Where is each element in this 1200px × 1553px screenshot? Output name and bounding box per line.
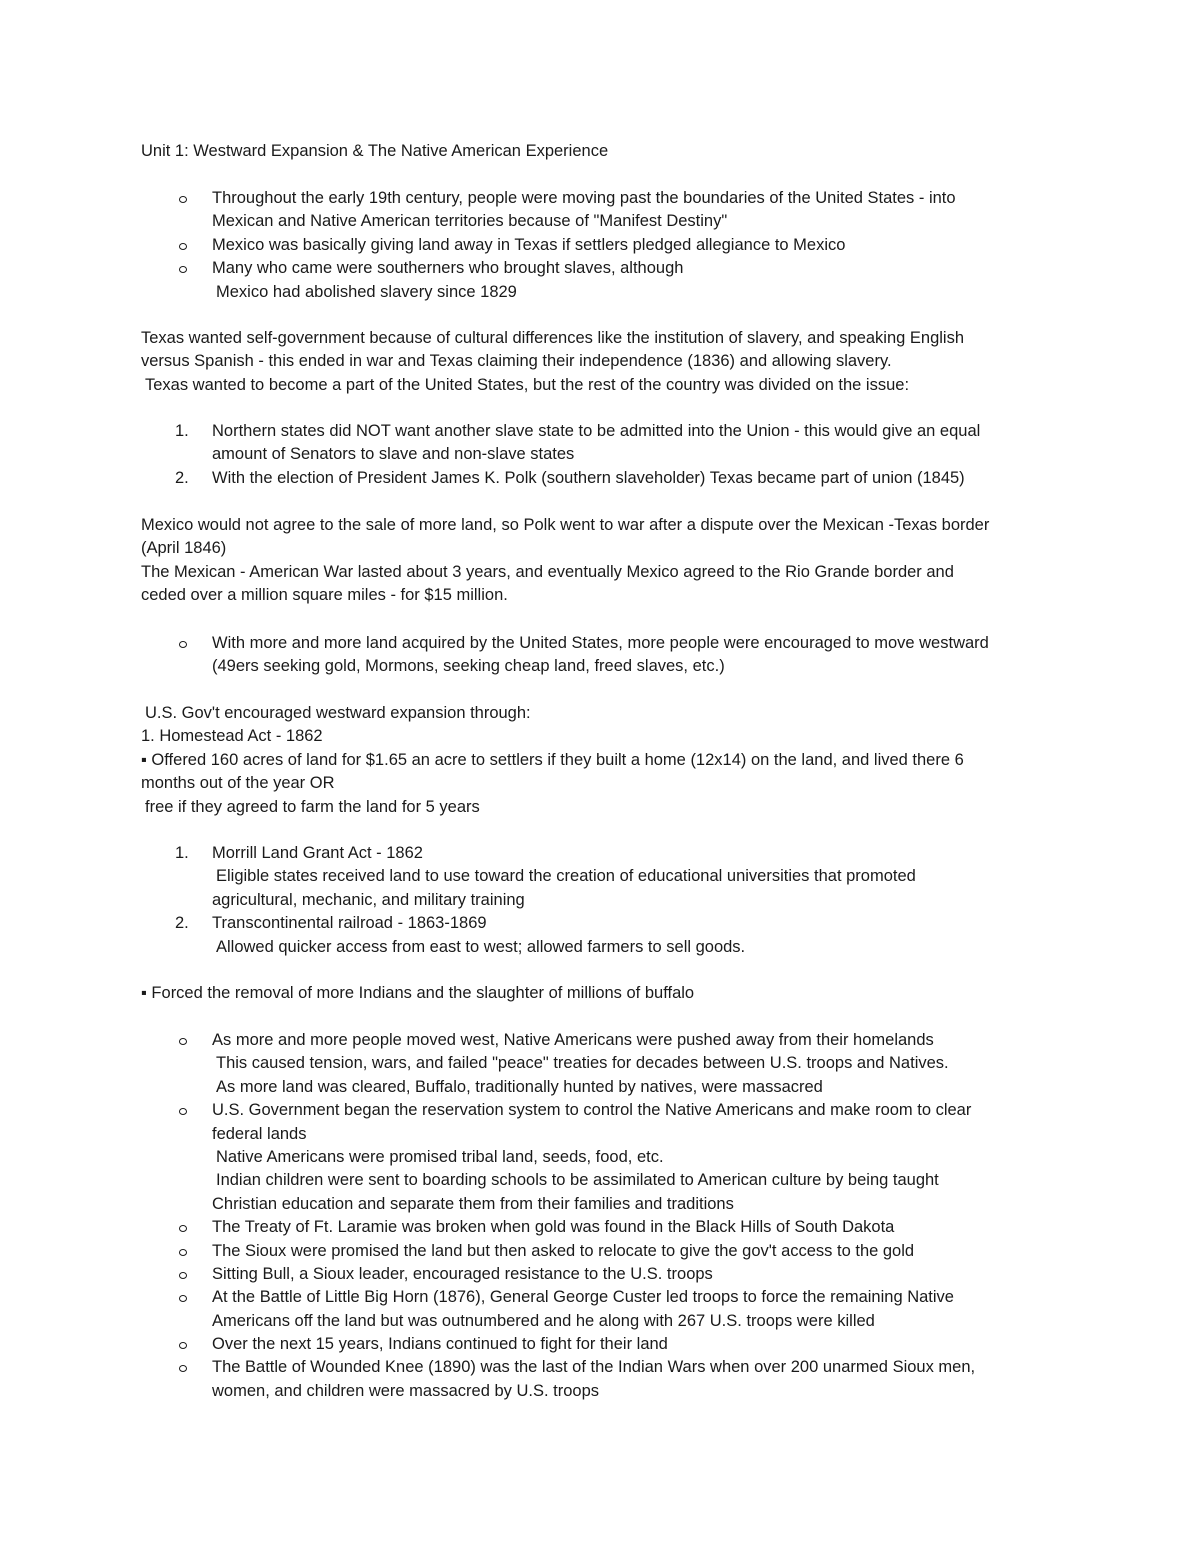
list-item (141, 1029, 1071, 1099)
list-item (141, 467, 1071, 490)
list-item-text: Mexican and Native American territories because of "Manifest Destiny" (212, 212, 728, 231)
list-item-text: Indian children were sent to boarding schools to be assimilated to American culture by being taught (216, 1171, 939, 1190)
list-item-text: The Sioux were promised the land but then asked to relocate to give the gov't access to the gold (212, 1241, 915, 1260)
paragraph-line: The Mexican - American War lasted about 3 years, and eventually Mexico agreed to the Rio Grande border and (141, 562, 954, 581)
paragraph-line: (April 1846) (141, 539, 227, 558)
list-item-text: This caused tension, wars, and failed "peace" treaties for decades between U.S. troops and Natives. (216, 1054, 949, 1073)
paragraph-mexican-war (141, 514, 1071, 608)
list-item-text: Christian education and separate them from their families and traditions (212, 1194, 734, 1213)
list-item-text: At the Battle of Little Big Horn (1876), General George Custer led troops to force the remaining Native (212, 1288, 954, 1307)
list-number: 1. (175, 422, 189, 440)
paragraph-line: U.S. Gov't encouraged westward expansion through: (145, 704, 531, 722)
list-item (141, 1333, 1071, 1356)
list-item-text: As more and more people moved west, Native Americans were pushed away from their homelands (212, 1031, 934, 1049)
paragraph-forced-removal (141, 982, 1071, 1005)
list-item-text: Native Americans were promised tribal land, seeds, food, etc. (216, 1147, 664, 1166)
paragraph-line: free if they agreed to farm the land for 5 years (145, 797, 480, 816)
list-item-text: With the election of President James K. Polk (southern slaveholder) Texas became part of union (1845) (212, 468, 965, 487)
list-item-text: Sitting Bull, a Sioux leader, encouraged resistance to the U.S. troops (212, 1264, 713, 1283)
list-item-text: amount of Senators to slave and non-slave states (212, 445, 575, 464)
list-item-text: women, and children were massacred by U.S. troops (212, 1381, 600, 1400)
list-item-text: U.S. Government began the reservation system to control the Native Americans and make room to clear (212, 1101, 972, 1120)
paragraph-homestead (141, 702, 1071, 819)
list-item (141, 187, 1071, 234)
numbered-list-texas-admission (141, 420, 1071, 490)
list-number: 2. (175, 468, 189, 487)
list-item-text: (49ers seeking gold, Mormons, seeking cheap land, freed slaves, etc.) (212, 657, 725, 676)
circle-bullet-icon (179, 266, 187, 273)
list-item-text: As more land was cleared, Buffalo, traditionally hunted by natives, were massacred (216, 1077, 823, 1096)
list-item-text: Throughout the early 19th century, people were moving past the boundaries of the United States - into (212, 189, 956, 207)
list-number: 1. (175, 844, 189, 862)
list-item-text: The Treaty of Ft. Laramie was broken when gold was found in the Black Hills of South Dakota (212, 1218, 895, 1237)
paragraph-line: ceded over a million square miles - for $15 million. (141, 586, 508, 605)
circle-bullet-icon (179, 1225, 187, 1232)
bullet-list-manifest-destiny (141, 187, 1071, 304)
document-title: Unit 1: Westward Expansion & The Native American Experience (141, 142, 609, 160)
list-item-text: Mexico had abolished slavery since 1829 (216, 282, 517, 301)
list-item (141, 1263, 1071, 1286)
numbered-list-acts (141, 842, 1071, 959)
circle-bullet-icon (179, 1108, 187, 1115)
list-item (141, 632, 1071, 679)
circle-bullet-icon (179, 196, 187, 203)
circle-bullet-icon (179, 1249, 187, 1256)
list-item (141, 1240, 1071, 1263)
list-item-text: Allowed quicker access from east to west; allowed farmers to sell goods. (216, 937, 746, 956)
list-item-text: Eligible states received land to use toward the creation of educational universities that promoted (216, 867, 916, 886)
circle-bullet-icon (179, 1342, 187, 1349)
circle-bullet-icon (179, 641, 187, 648)
list-item (141, 1356, 1071, 1403)
list-item (141, 842, 1071, 912)
list-item (141, 420, 1071, 467)
list-item (141, 1286, 1071, 1333)
paragraph-line: Texas wanted self-government because of cultural differences like the institution of slavery, and speaking English (141, 329, 965, 347)
paragraph-line: Texas wanted to become a part of the United States, but the rest of the country was divided on the issue: (145, 375, 910, 394)
paragraph-line: versus Spanish - this ended in war and Texas claiming their independence (1836) and allowing slavery. (141, 352, 892, 371)
list-item-text: Over the next 15 years, Indians continued to fight for their land (212, 1335, 668, 1354)
paragraph-line: months out of the year OR (141, 774, 335, 793)
list-number: 2. (175, 914, 189, 933)
list-item (141, 912, 1071, 959)
list-item (141, 257, 1071, 304)
list-item-text: Many who came were southerners who brought slaves, although (212, 259, 684, 278)
list-item-text: Transcontinental railroad - 1863-1869 (212, 914, 487, 933)
list-item-text: agricultural, mechanic, and military training (212, 890, 525, 909)
paragraph-line: Mexico would not agree to the sale of more land, so Polk went to war after a dispute over the Mexican -Texas border (141, 516, 990, 534)
list-item-text: Mexico was basically giving land away in Texas if settlers pledged allegiance to Mexico (212, 235, 846, 254)
list-item-text: Morrill Land Grant Act - 1862 (212, 844, 423, 862)
circle-bullet-icon (179, 1272, 187, 1279)
circle-bullet-icon (179, 1038, 187, 1045)
circle-bullet-icon (179, 243, 187, 250)
list-item-text: Northern states did NOT want another slave state to be admitted into the Union - this would give an equal (212, 422, 981, 440)
circle-bullet-icon (179, 1365, 187, 1372)
list-item-text: With more and more land acquired by the United States, more people were encouraged to move westward (212, 634, 989, 652)
list-item-text: The Battle of Wounded Knee (1890) was the last of the Indian Wars when over 200 unarmed Sioux men, (212, 1358, 976, 1377)
paragraph-texas (141, 327, 1071, 397)
list-item (141, 234, 1071, 257)
bullet-list-native-americans (141, 1029, 1071, 1403)
paragraph-line: ▪ Offered 160 acres of land for $1.65 an acre to settlers if they built a home (12x14) on the land, and lived there 6 (141, 750, 964, 769)
list-item-text: federal lands (212, 1124, 307, 1143)
circle-bullet-icon (179, 1295, 187, 1302)
bullet-list-westward (141, 632, 1071, 679)
list-item (141, 1216, 1071, 1239)
list-item (141, 1099, 1071, 1216)
paragraph-line: 1. Homestead Act - 1862 (141, 727, 323, 746)
paragraph-line: ▪ Forced the removal of more Indians and the slaughter of millions of buffalo (141, 984, 695, 1002)
list-item-text: Americans off the land but was outnumbered and he along with 267 U.S. troops were killed (212, 1311, 875, 1330)
